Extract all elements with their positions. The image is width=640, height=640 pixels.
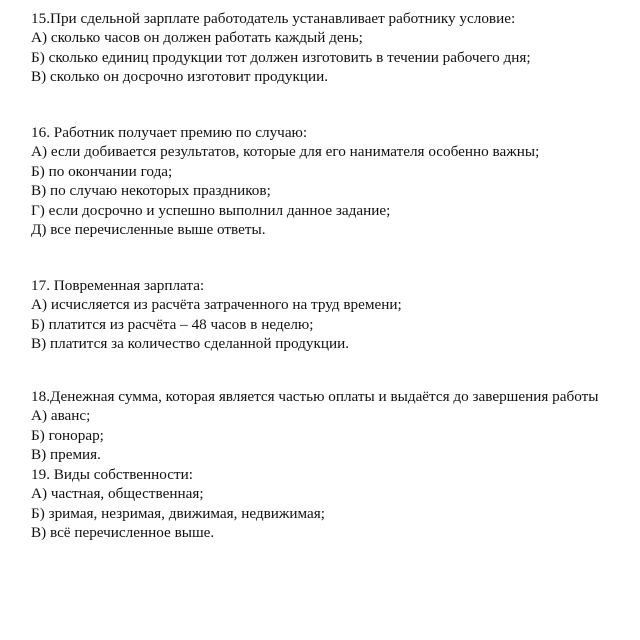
answer-option-e: Д) все перечисленные выше ответы. xyxy=(31,220,266,238)
answer-option-b: Б) платится из расчёта – 48 часов в неделю; xyxy=(31,315,314,333)
answer-option-a: А) аванс; xyxy=(31,407,91,425)
answer-option-a: А) сколько часов он должен работать каждый день; xyxy=(31,29,363,47)
question-title: 16. Работник получает премию по случаю: xyxy=(31,124,308,141)
answer-option-c: В) сколько он досрочно изготовит продукции. xyxy=(31,68,329,86)
answer-option-b: Б) гонорар; xyxy=(31,426,104,444)
answer-option-c: В) премия. xyxy=(31,446,101,464)
question-16 xyxy=(31,123,539,239)
question-title: 15.При сдельной зарплате работодатель устанавливает работнику условие: xyxy=(31,10,516,27)
answer-option-a: А) исчисляется из расчёта затраченного на труд времени; xyxy=(31,296,402,314)
answer-option-d: Г) если досрочно и успешно выполнил данное задание; xyxy=(31,201,391,219)
question-17 xyxy=(31,276,402,354)
answer-option-c: В) всё перечисленное выше. xyxy=(31,524,215,542)
answer-option-b: Б) сколько единиц продукции тот должен изготовить в течении рабочего дня; xyxy=(31,48,531,66)
question-19 xyxy=(31,465,325,543)
answer-option-b: Б) по окончании года; xyxy=(31,162,173,180)
question-title: 17. Повременная зарплата: xyxy=(31,277,205,294)
answer-option-c: В) по случаю некоторых праздников; xyxy=(31,182,271,200)
question-15 xyxy=(31,9,531,87)
answer-option-b: Б) зримая, незримая, движимая, недвижимая; xyxy=(31,504,325,522)
question-title: 19. Виды собственности: xyxy=(31,466,193,483)
question-18 xyxy=(31,387,598,465)
answer-option-c: В) платится за количество сделанной продукции. xyxy=(31,335,350,353)
answer-option-a: А) частная, общественная; xyxy=(31,485,204,503)
question-title: 18.Денежная сумма, которая является частью оплаты и выдаётся до завершения работы xyxy=(31,388,599,405)
answer-option-a: А) если добивается результатов, которые для его нанимателя особенно важны; xyxy=(31,143,540,161)
